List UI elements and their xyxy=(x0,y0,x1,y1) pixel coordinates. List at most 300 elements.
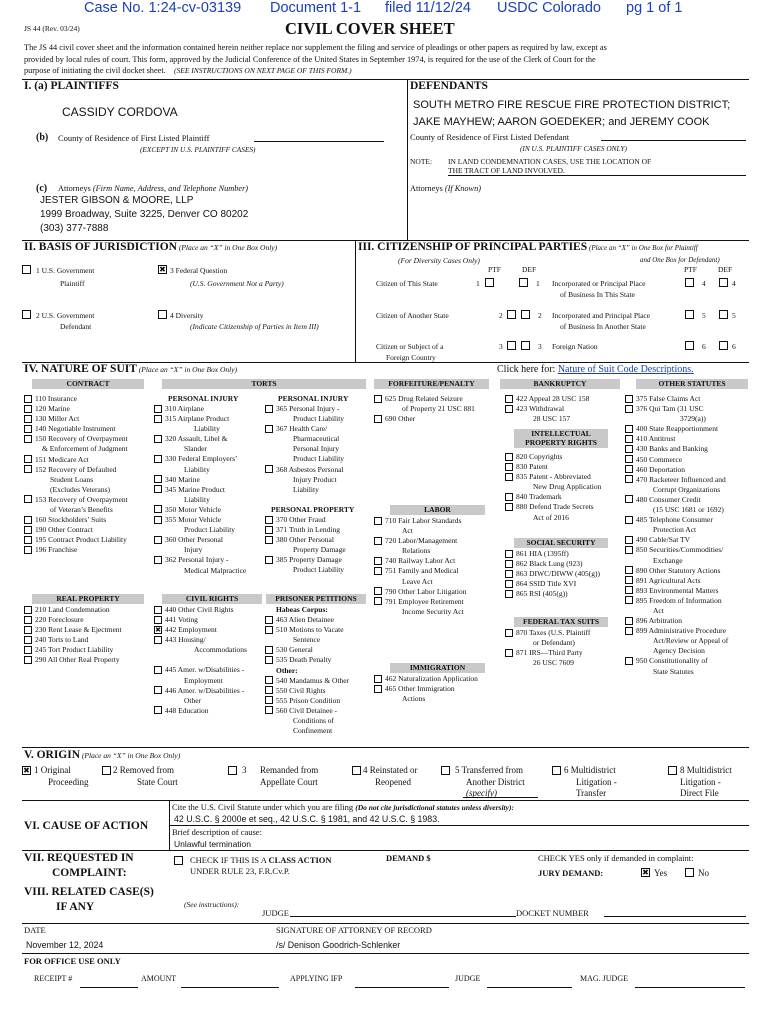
cit-row2-inc: Incorporated and Principal Place xyxy=(552,311,651,320)
hdr-other: OTHER STATUTES xyxy=(636,379,748,389)
suit-367[interactable]: 367 Health Care/ xyxy=(265,424,344,434)
pp-list xyxy=(265,515,346,576)
bankruptcy-list xyxy=(505,394,589,424)
citizenship-title: III. CITIZENSHIP OF PRINCIPAL PARTIES (Place an “X” in One Box for Plaintiff xyxy=(358,241,698,253)
related-judge-label: JUDGE xyxy=(262,908,289,918)
suit-153-cont: of Veteran’s Benefits xyxy=(50,505,113,515)
labor-list xyxy=(374,516,466,617)
suit-315-cont: Liability xyxy=(194,424,220,434)
suit-443[interactable]: 443 Housing/ xyxy=(154,635,247,645)
form-title: CIVIL COVER SHEET xyxy=(285,19,455,38)
suit-720[interactable]: 720 Labor/Management xyxy=(374,536,466,546)
forfeiture-list xyxy=(374,394,475,424)
suit-220[interactable]: 220 Foreclosure xyxy=(24,615,122,625)
cit-r3-def-box2[interactable] xyxy=(719,341,728,350)
b-label: (b) xyxy=(36,132,49,143)
suit-152-cont2: (Excludes Veterans) xyxy=(50,484,111,494)
other-label: Other: xyxy=(276,665,298,675)
jury-yes-label: Yes xyxy=(654,868,668,878)
suit-160[interactable]: 160 Stockholders’ Suits xyxy=(24,515,128,525)
suit-450[interactable]: 450 Commerce xyxy=(625,455,728,465)
suit-442[interactable]: ✖ 442 Employment xyxy=(155,625,217,635)
origin-6-l2: Litigation - xyxy=(576,777,617,787)
origin-1-l1: 1 Original xyxy=(34,765,71,775)
defendant-county-label: County of Residence of First Listed Defendant xyxy=(410,132,570,142)
cit-r3-ptf-num2: 6 xyxy=(702,342,706,351)
cit-r2-def-box[interactable] xyxy=(521,310,530,319)
cause-title: VI. CAUSE OF ACTION xyxy=(24,820,149,832)
applying-ifp-field[interactable] xyxy=(355,978,449,988)
suit-791-cont: Income Security Act xyxy=(402,606,464,616)
jurisdiction-checkbox-4[interactable] xyxy=(158,310,167,319)
defendants-line2[interactable]: JAKE MAYHEW; AARON GOEDEKER; and JEREMY COOK xyxy=(413,116,710,128)
suit-355-cont: Product Liability xyxy=(184,525,236,535)
suit-210[interactable]: 210 Land Condemnation xyxy=(24,605,122,615)
attorney-firm[interactable]: JESTER GIBSON & MOORE, LLP xyxy=(40,195,194,206)
ip-list xyxy=(505,452,601,523)
receipt-field[interactable] xyxy=(80,978,138,988)
suit-150[interactable]: 150 Recovery of Overpayment xyxy=(24,434,128,444)
cit-row1-inc2: of Business In This State xyxy=(560,290,635,299)
suit-190[interactable]: 190 Other Contract xyxy=(24,525,128,535)
related-docket-label: DOCKET NUMBER xyxy=(516,908,589,918)
case-number: Case No. 1:24-cv-03139 xyxy=(84,0,242,16)
suit-360[interactable]: 360 Other Personal xyxy=(154,535,246,545)
suit-830[interactable]: 830 Patent xyxy=(505,462,601,472)
citizenship-diversity: (For Diversity Cases Only) xyxy=(398,256,480,265)
suit-555[interactable]: 555 Prison Condition xyxy=(265,696,349,706)
suit-835[interactable]: 835 Patent - Abbreviated xyxy=(505,472,601,482)
hdr-federal-tax: FEDERAL TAX SUITS xyxy=(514,617,608,627)
citizenship-hint2: and One Box for Defendant) xyxy=(640,256,720,264)
requested-title-1: VII. REQUESTED IN xyxy=(24,852,134,864)
suit-362-cont: Medical Malpractice xyxy=(184,565,247,575)
related-judge-field[interactable] xyxy=(290,907,516,917)
note-line2: THE TRACT OF LAND INVOLVED. xyxy=(448,166,565,175)
related-title-1: VIII. RELATED CASE(S) xyxy=(24,886,154,898)
ptf-header-1: PTF xyxy=(488,265,501,274)
suit-368-c1: Injury Product xyxy=(293,474,337,484)
suit-370[interactable]: 370 Other Fraud xyxy=(265,515,346,525)
cit-r2-def-box2[interactable] xyxy=(719,310,728,319)
cit-row2-inc2: of Business In Another State xyxy=(560,322,646,331)
origin-6-l1: 6 Multidistrict xyxy=(564,765,616,775)
suit-899-c1: Act/Review or Appeal of xyxy=(653,636,729,646)
jury-no-label: No xyxy=(698,868,709,878)
suit-710[interactable]: 710 Fair Labor Standards xyxy=(374,516,466,526)
suit-330-cont: Liability xyxy=(184,464,210,474)
suit-290[interactable]: 290 All Other Real Property xyxy=(24,655,122,665)
suit-465[interactable]: 465 Other Immigration xyxy=(374,684,478,694)
suit-441[interactable]: 441 Voting xyxy=(154,615,247,625)
nature-click: Click here for: Nature of Suit Code Descriptions. xyxy=(497,364,694,375)
suit-550[interactable]: 550 Civil Rights xyxy=(265,686,349,696)
nature-link[interactable]: Nature of Suit Code Descriptions. xyxy=(557,364,694,375)
suit-861[interactable]: 861 HIA (1395ff) xyxy=(505,549,600,559)
origin-3-l1: Remanded from xyxy=(260,765,319,775)
suit-400[interactable]: 400 State Reapportionment xyxy=(625,424,728,434)
fts-list xyxy=(505,628,590,668)
cit-r2-def-num2: 5 xyxy=(732,311,736,320)
suit-560-c1: Conditions of xyxy=(293,716,335,726)
mag-judge-field[interactable] xyxy=(635,978,745,988)
suit-345[interactable]: 345 Marine Product xyxy=(154,485,246,495)
defendant-county-only: (IN U.S. PLAINTIFF CASES ONLY) xyxy=(520,144,627,153)
suit-385[interactable]: 385 Property Damage xyxy=(265,555,346,565)
suit-350[interactable]: 350 Motor Vehicle xyxy=(154,505,246,515)
cit-r2-def-num: 2 xyxy=(538,311,542,320)
cause-brief-label: Brief description of cause: xyxy=(172,827,262,837)
suit-446-cont: Other xyxy=(184,695,202,705)
origin-checkbox-2[interactable] xyxy=(102,766,111,775)
jurisdiction-opt1-line2: Plaintiff xyxy=(60,279,85,288)
suit-950-cont: State Statutes xyxy=(653,666,694,676)
receipt-label: RECEIPT # xyxy=(34,974,73,983)
class-action-checkbox[interactable] xyxy=(174,856,183,865)
suit-368[interactable]: 368 Asbestos Personal xyxy=(265,465,344,475)
suit-530[interactable]: 530 General xyxy=(265,645,349,655)
suit-463[interactable]: 463 Alien Detainee xyxy=(265,615,349,625)
suit-880-cont: Act of 2016 xyxy=(533,512,569,522)
suit-410[interactable]: 410 Antitrust xyxy=(625,434,728,444)
origin-5-l1: 5 Transferred from xyxy=(455,765,523,775)
jurisdiction-opt4-line1: 4 Diversity xyxy=(170,311,204,320)
cit-row3-foreign: Foreign Nation xyxy=(552,342,598,351)
hdr-labor: LABOR xyxy=(390,505,485,515)
cit-r2-ptf-box[interactable] xyxy=(507,310,516,319)
cit-r3-ptf-box[interactable] xyxy=(507,341,516,350)
related-docket-field[interactable] xyxy=(604,907,746,917)
suit-470-cont: Corrupt Organizations xyxy=(653,484,721,494)
hdr-contract: CONTRACT xyxy=(32,379,144,389)
form-intro: The JS 44 civil cover sheet and the information contained herein neither replace nor supplement the filing and service of pleadings or other papers as required by law, except as provided by local rules of court. This form, approved by the Judicial Conference of the United States in September 1974, is required for the use of the Clerk of Court for the purpose of initiating the civil docket sheet. (SEE INSTRUCTIONS ON NEXT PAGE OF THIS FORM.) xyxy=(24,43,607,75)
suit-385-cont: Product Liability xyxy=(293,565,345,575)
cit-r2-ptf-box2[interactable] xyxy=(685,310,694,319)
requested-title-2: COMPLAINT: xyxy=(52,867,127,879)
suit-152-cont1: Student Loans xyxy=(50,474,94,484)
jurisdiction-opt3-line2: (U.S. Government Not a Party) xyxy=(190,279,284,288)
plaintiffs-label: I. (a) PLAINTIFFS xyxy=(24,80,119,92)
suit-891[interactable]: 891 Agricultural Acts xyxy=(625,576,728,586)
origin-2-l2: State Court xyxy=(137,777,178,787)
document-number: Document 1-1 xyxy=(270,0,362,16)
suit-330[interactable]: 330 Federal Employers’ xyxy=(154,454,246,464)
suit-443-cont: Accommodations xyxy=(194,645,247,655)
suit-850[interactable]: 850 Securities/Commodities/ xyxy=(625,545,728,555)
cit-r3-ptf-num: 3 xyxy=(499,342,503,351)
suit-460[interactable]: 460 Deportation xyxy=(625,465,728,475)
hdr-real-property: REAL PROPERTY xyxy=(32,594,144,604)
cit-r1-def-box2[interactable] xyxy=(719,278,728,287)
suit-862[interactable]: 862 Black Lung (923) xyxy=(505,559,600,569)
jury-no-checkbox[interactable] xyxy=(685,868,694,877)
other-list xyxy=(625,394,728,677)
prisoner-list xyxy=(265,605,349,736)
related-hint: (See instructions): xyxy=(184,900,240,909)
suit-462[interactable]: 462 Naturalization Application xyxy=(374,674,478,684)
realprop-list xyxy=(24,605,122,666)
amount-field[interactable] xyxy=(181,978,279,988)
jurisdiction-opt3-line1: 3 Federal Question xyxy=(170,266,228,275)
suit-355[interactable]: 355 Motor Vehicle xyxy=(154,515,246,525)
suit-896[interactable]: 896 Arbitration xyxy=(625,616,728,626)
hdr-personal-injury-2: PERSONAL INJURY xyxy=(278,394,349,403)
suit-380[interactable]: 380 Other Personal xyxy=(265,535,346,545)
signature-value[interactable]: /s/ Denison Goodrich-Schlenker xyxy=(276,940,401,950)
cit-r1-ptf-num: 1 xyxy=(476,279,480,288)
defendant-attorneys-label: Attorneys (If Known) xyxy=(410,184,481,193)
defendants-line1[interactable]: SOUTH METRO FIRE RESCUE FIRE PROTECTION DISTRICT; xyxy=(413,99,731,111)
hdr-civil-rights: CIVIL RIGHTS xyxy=(162,594,262,604)
suit-893[interactable]: 893 Environmental Matters xyxy=(625,586,728,596)
suit-367-c1: Pharmaceutical xyxy=(293,434,340,444)
mag-judge-label: MAG. JUDGE xyxy=(580,974,628,983)
suit-375[interactable]: 375 False Claims Act xyxy=(625,394,728,404)
cit-r2-ptf-num: 2 xyxy=(499,311,503,320)
origin-3-l2: Appellate Court xyxy=(260,777,318,787)
suit-480-cont: (15 USC 1681 or 1692) xyxy=(653,505,724,515)
habeas-label: Habeas Corpus: xyxy=(276,605,328,614)
suit-368-c2: Liability xyxy=(293,484,319,494)
suit-751-cont: Leave Act xyxy=(402,576,433,586)
suit-423[interactable]: 423 Withdrawal xyxy=(505,404,589,414)
attorney-phone[interactable]: (303) 377-7888 xyxy=(40,223,109,234)
suit-490[interactable]: 490 Cable/Sat TV xyxy=(625,535,728,545)
suit-540[interactable]: 540 Mandamus & Other xyxy=(265,676,349,686)
suit-560-c2: Confinement xyxy=(293,726,333,736)
suit-423-cont: 28 USC 157 xyxy=(533,414,571,424)
suit-870[interactable]: 870 Taxes (U.S. Plaintiff xyxy=(505,628,590,638)
suit-950[interactable]: 950 Constitutionality of xyxy=(625,656,728,666)
suit-890[interactable]: 890 Other Statutory Actions xyxy=(625,566,728,576)
jurisdiction-opt4-line2: (Indicate Citizenship of Parties in Item III) xyxy=(190,322,319,331)
origin-5-l3: (specify) xyxy=(466,788,497,798)
jurisdiction-checkbox-2[interactable] xyxy=(22,310,31,319)
cause-description[interactable]: Unlawful termination xyxy=(174,839,252,849)
suit-710-cont: Act xyxy=(402,526,413,536)
hdr-forfeiture: FORFEITURE/PENALTY xyxy=(374,379,489,389)
suit-376[interactable]: 376 Qui Tam (31 USC xyxy=(625,404,728,414)
attorneys-label: Attorneys (Firm Name, Address, and Telephone Number) xyxy=(58,184,249,193)
suit-535[interactable]: 535 Death Penalty xyxy=(265,655,349,665)
origin-5-l2: Another District xyxy=(466,777,525,787)
suit-240[interactable]: 240 Torts to Land xyxy=(24,635,122,645)
signature-label: SIGNATURE OF ATTORNEY OF RECORD xyxy=(276,925,432,935)
suit-310[interactable]: 310 Airplane xyxy=(154,404,246,414)
suit-153[interactable]: 153 Recovery of Overpayment xyxy=(24,495,128,505)
suit-196[interactable]: 196 Franchise xyxy=(24,545,128,555)
cit-row1-inc: Incorporated or Principal Place xyxy=(552,279,646,288)
suit-446[interactable]: 446 Amer. w/Disabilities - xyxy=(154,686,247,696)
def-header-1: DEF xyxy=(522,265,537,274)
cause-cite-label: Cite the U.S. Civil Statute under which you are filing (Do not cite jurisdictional statutes unless diversity): xyxy=(172,802,514,812)
suit-895-cont: Act xyxy=(653,605,664,615)
origin-checkbox-5[interactable] xyxy=(441,766,450,775)
suit-751[interactable]: 751 Family and Medical xyxy=(374,566,466,576)
page-number: pg 1 of 1 xyxy=(626,0,683,16)
cit-r1-def-num2: 4 xyxy=(732,279,736,288)
suit-110[interactable]: 110 Insurance xyxy=(24,394,128,404)
suit-130[interactable]: 130 Miller Act xyxy=(24,414,128,424)
cause-statute[interactable]: 42 U.S.C. § 2000e et seq., 42 U.S.C. § 1981, and 42 U.S.C. § 1983. xyxy=(174,814,440,824)
plaintiff-county-except: (EXCEPT IN U.S. PLAINTIFF CASES) xyxy=(140,145,256,154)
demand-label: DEMAND $ xyxy=(386,853,431,863)
plaintiff-county-field[interactable] xyxy=(254,132,384,142)
suit-230[interactable]: 230 Rent Lease & Ejectment xyxy=(24,625,122,635)
suit-899-c2: Agency Decision xyxy=(653,646,705,656)
hdr-immigration: IMMIGRATION xyxy=(390,663,485,673)
jurisdiction-title: II. BASIS OF JURISDICTION (Place an “X” in One Box Only) xyxy=(24,241,278,253)
jurisdiction-checkbox-1[interactable] xyxy=(22,265,31,274)
origin-checkbox-6[interactable] xyxy=(552,766,561,775)
suit-140[interactable]: 140 Negotiable Instrument xyxy=(24,424,128,434)
cit-r3-def-box[interactable] xyxy=(521,341,530,350)
suit-152[interactable]: 152 Recovery of Defaulted xyxy=(24,465,128,475)
origin-4-l1: 4 Reinstated or xyxy=(363,765,418,775)
suit-365-cont: Product Liability xyxy=(293,414,345,424)
suit-625[interactable]: 625 Drug Related Seizure xyxy=(374,394,475,404)
applying-ifp-label: APPLYING IFP xyxy=(290,974,343,983)
suit-740[interactable]: 740 Railway Labor Act xyxy=(374,556,466,566)
immigration-list xyxy=(374,674,478,704)
office-use-title: FOR OFFICE USE ONLY xyxy=(24,956,121,966)
jurisdiction-opt2-line1: 2 U.S. Government xyxy=(36,311,95,320)
date-value[interactable]: November 12, 2024 xyxy=(26,940,104,950)
hdr-torts: TORTS xyxy=(162,379,366,389)
origin-1-l2: Proceeding xyxy=(48,777,89,787)
suit-863[interactable]: 863 DIWC/DIWW (405(g)) xyxy=(505,569,600,579)
suit-367-c2: Personal Injury xyxy=(293,444,340,454)
suit-840[interactable]: 840 Trademark xyxy=(505,492,601,502)
hdr-prisoner: PRISONER PETITIONS xyxy=(266,594,366,604)
suit-895[interactable]: 895 Freedom of Information xyxy=(625,596,728,606)
suit-440[interactable]: 440 Other Civil Rights xyxy=(154,605,247,615)
suit-380-cont: Property Damage xyxy=(293,545,346,555)
class-action-rule: UNDER RULE 23, F.R.Cv.P. xyxy=(190,866,290,876)
suit-880[interactable]: 880 Defend Trade Secrets xyxy=(505,502,601,512)
check-yes-label: CHECK YES only if demanded in complaint: xyxy=(538,853,694,863)
cit-row1-label: Citizen of This State xyxy=(376,279,438,288)
hdr-personal-injury-1: PERSONAL INJURY xyxy=(168,394,239,403)
suit-871[interactable]: 871 IRS—Third Party xyxy=(505,648,590,658)
defendant-county-field[interactable] xyxy=(601,131,746,141)
filed-date: filed 11/12/24 xyxy=(385,0,471,16)
origin-4-l2: Reopened xyxy=(375,777,411,787)
note-line1: IN LAND CONDEMNATION CASES, USE THE LOCATION OF xyxy=(448,157,652,166)
class-action-label: CHECK IF THIS IS A CLASS ACTION xyxy=(190,855,332,865)
suit-422[interactable]: 422 Appeal 28 USC 158 xyxy=(505,394,589,404)
suit-376-cont: 3729(a)) xyxy=(680,414,706,424)
attorney-address[interactable]: 1999 Broadway, Suite 3225, Denver CO 80202 xyxy=(40,209,249,220)
origin-2-l1: 2 Removed from xyxy=(113,765,174,775)
suit-150-cont: & Enforcement of Judgment xyxy=(42,444,128,454)
suit-360-cont: Injury xyxy=(184,545,203,555)
origin-checkbox-8[interactable] xyxy=(668,766,677,775)
suit-864[interactable]: 864 SSID Title XVI xyxy=(505,579,600,589)
suit-315[interactable]: 315 Airplane Product xyxy=(154,414,246,424)
ptf-header-2: PTF xyxy=(684,265,697,274)
suit-720-cont: Relations xyxy=(402,546,431,556)
suit-510[interactable]: 510 Motions to Vacate xyxy=(265,625,349,635)
hdr-bankruptcy: BANKRUPTCY xyxy=(500,379,620,389)
suit-445[interactable]: 445 Amer. w/Disabilities - xyxy=(154,665,247,675)
jury-yes-checkbox[interactable]: ✖ xyxy=(642,868,649,877)
jurisdiction-opt1-line1: 1 U.S. Government xyxy=(36,266,95,275)
suit-430[interactable]: 430 Banks and Banking xyxy=(625,444,728,454)
jury-demand-label: JURY DEMAND: xyxy=(538,868,604,878)
suit-790[interactable]: 790 Other Labor Litigation xyxy=(374,587,466,597)
suit-365[interactable]: 365 Personal Injury - xyxy=(265,404,344,414)
suit-510-cont: Sentence xyxy=(293,635,321,645)
suit-195[interactable]: 195 Contract Product Liability xyxy=(24,535,128,545)
suit-899[interactable]: 899 Administrative Procedure xyxy=(625,626,728,636)
suit-320[interactable]: 320 Assault, Libel & xyxy=(154,434,246,444)
amount-label: AMOUNT xyxy=(141,974,177,983)
suit-470[interactable]: 470 Racketeer Influenced and xyxy=(625,475,728,485)
suit-371[interactable]: 371 Truth in Lending xyxy=(265,525,346,535)
suit-690[interactable]: 690 Other xyxy=(374,414,475,424)
defendants-label: DEFENDANTS xyxy=(410,80,488,92)
suit-480[interactable]: 480 Consumer Credit xyxy=(625,495,728,505)
origin-6-l3: Transfer xyxy=(576,788,607,798)
origin-title: V. ORIGIN (Place an “X” in One Box Only) xyxy=(24,749,181,761)
hdr-ip: INTELLECTUAL PROPERTY RIGHTS xyxy=(514,429,608,448)
plaintiffs-value[interactable]: CASSIDY CORDOVA xyxy=(62,105,178,119)
cit-r1-ptf-box2[interactable] xyxy=(685,278,694,287)
form-id: JS 44 (Rev. 03/24) xyxy=(24,24,80,33)
suit-120[interactable]: 120 Marine xyxy=(24,404,128,414)
jurisdiction-checkbox-3[interactable]: ✖ xyxy=(159,265,166,274)
suit-865[interactable]: 865 RSI (405(g)) xyxy=(505,589,600,599)
cit-r1-def-box[interactable] xyxy=(519,278,528,287)
suit-625-cont: of Property 21 USC 881 xyxy=(402,404,475,414)
suit-870-cont: or Defendant) xyxy=(533,638,575,648)
suit-835-cont: New Drug Application xyxy=(533,482,602,492)
suit-448[interactable]: 448 Education xyxy=(154,706,247,716)
pi2-list xyxy=(265,404,344,495)
cit-r1-ptf-box[interactable] xyxy=(485,278,494,287)
court-name: USDC Colorado xyxy=(497,0,601,16)
suit-362[interactable]: 362 Personal Injury - xyxy=(154,555,246,565)
suit-465-cont: Actions xyxy=(402,694,426,704)
plaintiff-county-label: County of Residence of First Listed Plaintiff xyxy=(58,133,210,143)
office-judge-field[interactable] xyxy=(487,978,572,988)
suit-151[interactable]: 151 Medicare Act xyxy=(24,455,128,465)
suit-791[interactable]: 791 Employee Retirement xyxy=(374,597,466,607)
origin-checkbox-1[interactable]: ✖ xyxy=(23,766,30,775)
origin-checkbox-3[interactable] xyxy=(228,766,237,775)
jurisdiction-opt2-line2: Defendant xyxy=(60,322,92,331)
hdr-personal-property: PERSONAL PROPERTY xyxy=(271,505,355,514)
pi1-list xyxy=(154,404,246,576)
c-label: (c) xyxy=(36,183,48,194)
suit-485[interactable]: 485 Telephone Consumer xyxy=(625,515,728,525)
suit-871-cont: 26 USC 7609 xyxy=(533,658,574,668)
suit-245[interactable]: 245 Tort Product Liability xyxy=(24,645,122,655)
cit-r3-ptf-box2[interactable] xyxy=(685,341,694,350)
origin-8-l2: Litigation - xyxy=(680,777,721,787)
origin-checkbox-4[interactable] xyxy=(352,766,361,775)
cit-row3-label1: Citizen or Subject of a xyxy=(376,342,444,351)
origin-8-l1: 8 Multidistrict xyxy=(680,765,732,775)
suit-367-c3: Product Liability xyxy=(293,454,345,464)
cit-row3-label2: Foreign Country xyxy=(386,353,436,362)
suit-820[interactable]: 820 Copyrights xyxy=(505,452,601,462)
suit-340[interactable]: 340 Marine xyxy=(154,475,246,485)
suit-560[interactable]: 560 Civil Detainee - xyxy=(265,706,349,716)
related-title-2: IF ANY xyxy=(56,901,95,913)
origin-8-l3: Direct File xyxy=(680,788,719,798)
